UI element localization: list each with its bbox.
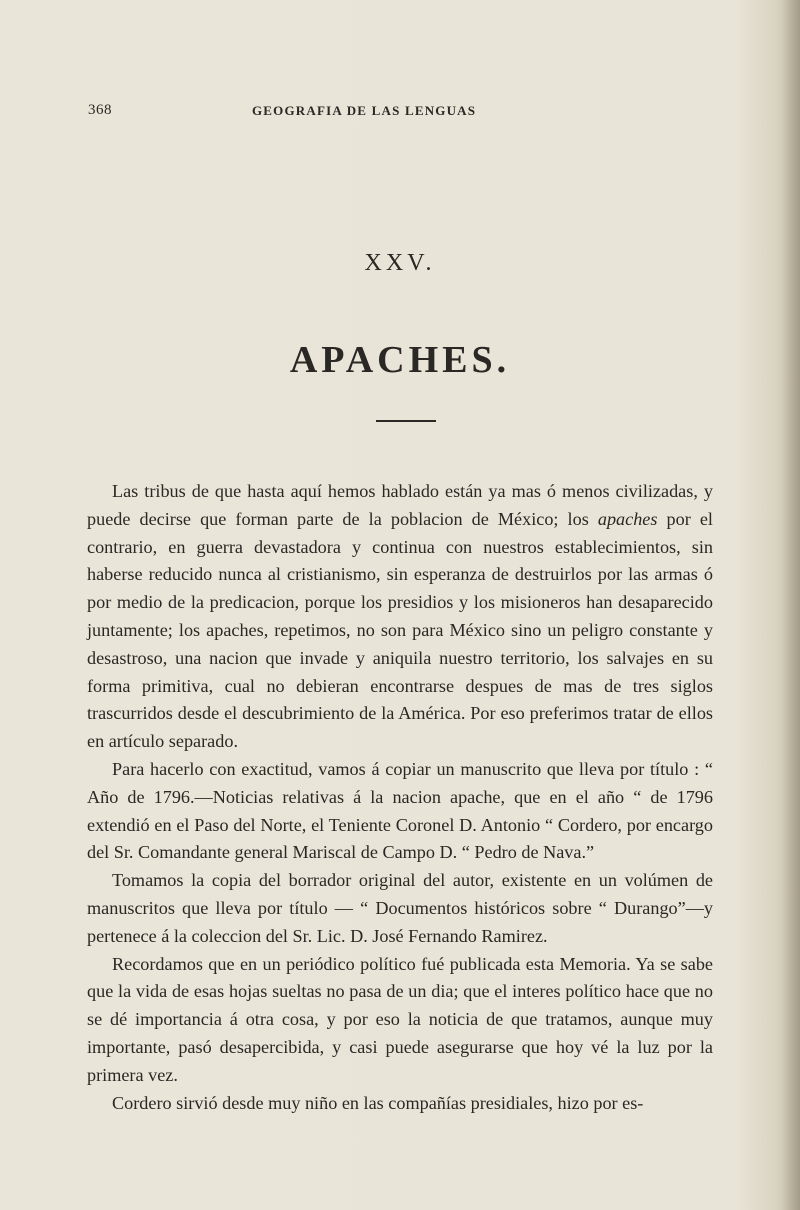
paragraph-1-text-a: Las tribus de que hasta aquí hemos hablado están ya mas ó menos civilizadas, y puede decirse que forman parte de la poblacion de México; los [87, 481, 713, 529]
italic-term: apaches [597, 508, 658, 529]
running-head [0, 100, 800, 124]
paragraph-5: Cordero sirvió desde muy niño en las compañías presidiales, hizo por es- [112, 1092, 644, 1113]
body-text [87, 478, 713, 1117]
paragraph-4: Recordamos que en un periódico político fué publicada esta Memoria. Ya se sabe que la vida de esas hojas sueltas no pasa de un dia; que el interes político hace que no se dé importancia á otra cosa, y por eso la noticia de que tratamos, aunque muy importante, pasó desapercibida, y casi puede asegurarse que hoy vé la luz por la primera vez. [87, 953, 713, 1085]
chapter-number: XXV. [364, 250, 436, 276]
section-divider [376, 420, 436, 422]
running-title: GEOGRAFIA DE LAS LENGUAS [252, 103, 477, 118]
page-number: 368 [88, 102, 112, 118]
paragraph-1-text-b: por el contrario, en guerra devastadora y continua con nuestros establecimientos, sin haberse reducido nunca al cristianismo, sin esperanza de destruirlos por las armas ó por medio de la predicacion, porque los presidios y los misioneros han desaparecido juntamente; los apaches, repetimos, no son para México sino un peligro constante y desastroso, una nacion que invade y aniquila nuestro territorio, los salvajes en su forma primitiva, cual no debieran encontrarse despues de mas de tres siglos trascurridos desde el descubrimiento de la América. Por eso preferimos tratar de ellos en artículo separado. [87, 508, 713, 752]
paragraph-2: Para hacerlo con exactitud, vamos á copiar un manuscrito que lleva por título : “ Año de 1796.—Noticias relativas á la nacion apache, que en el año “ de 1796 extendió en el Paso del Norte, el Teniente Coronel D. Antonio “ Cordero, por encargo del Sr. Comandante general Mariscal de Campo D. “ Pedro de Nava.” [87, 758, 713, 863]
chapter-title: APACHES. [289, 339, 511, 381]
page-edge-shadow [782, 0, 800, 1210]
paragraph-3: Tomamos la copia del borrador original del autor, existente en un volúmen de manuscritos que lleva por título — “ Documentos históricos sobre “ Durango”—y pertenece á la coleccion del Sr. Lic. D. José Fernando Ramirez. [87, 870, 713, 946]
paragraph-1 [87, 478, 713, 756]
